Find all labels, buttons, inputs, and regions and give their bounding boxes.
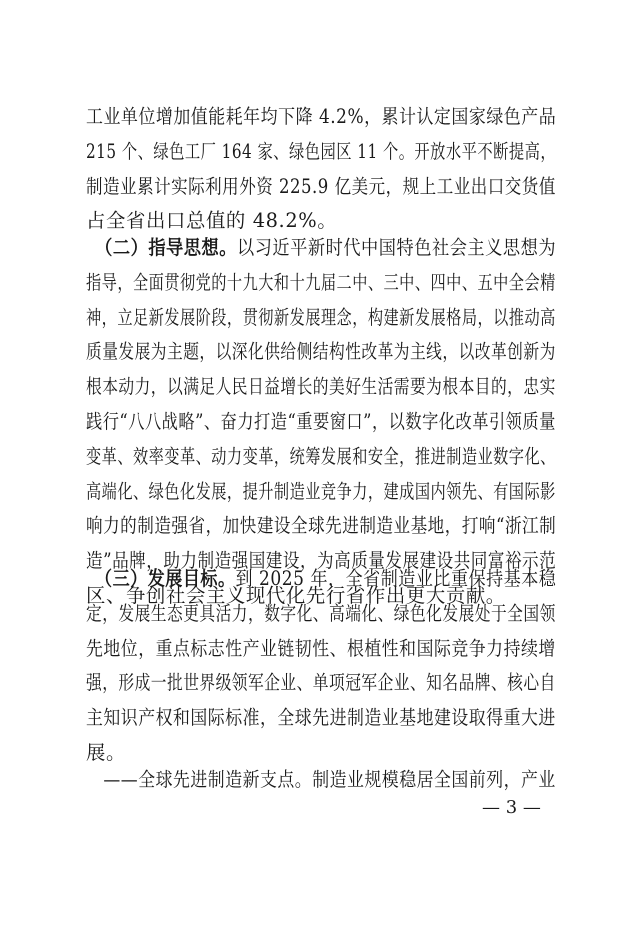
text-line: 先地位，重点标志性产业链韧性、根植性和国际竞争力持续增 [86,636,556,660]
text-line: 主知识产权和国际标准，全球先进制造业基地建设取得重大进 [86,706,556,730]
text-run: ——全球先进制造新支点。制造业规模稳居全国前列，产业 [103,768,556,791]
text-run: 到 2025 年，全省制造业比重保持基本稳 [235,567,557,590]
page-number: — 3 — [482,797,541,818]
text-line: 根本动力，以满足人民日益增长的美好生活需要为根本目的，忠实 [86,375,556,399]
text-line: 工业单位增加值能耗年均下降 4.2%，累计认定国家绿色产品 [86,105,557,128]
paragraph-development-goals [86,562,556,771]
text-line: 占全省出口总值的 48.2%。 [86,209,338,233]
text-line: 展。 [86,740,126,764]
text-line: 高端化、绿色化发展，提升制造业竞争力，建成国内领先、有国际影 [86,479,556,503]
text-line: 定，发展生态更具活力，数字化、高端化、绿色化发展处于全国领 [86,601,556,625]
text-run: 以习近平新时代中国特色社会主义思想为 [236,236,557,259]
text-line: 造”品牌，助力制造强国建设，为高质量发展建设共同富裕示范 [86,549,557,573]
text-line [86,562,557,597]
section-heading: （二）指导思想。 [103,236,237,259]
paragraph-1 [86,100,556,239]
text-line: 变革、效率变革、动力变革，统筹发展和安全，推进制造业数字化、 [86,444,556,468]
text-line: 响力的制造强省，加快建设全球先进制造业基地，打响“浙江制 [86,514,557,538]
section-heading: （三）发展目标。 [103,567,236,590]
text-line: 指导，全面贯彻党的十九大和十九届二中、三中、四中、五中全会精 [86,270,556,294]
text-line: 制造业累计实际利用外资 225.9 亿美元，规上工业出口交货值 [86,174,556,198]
text-line [86,763,556,798]
text-line: 践行“八八战略”、奋力打造“重要窗口”，以数字化改革引领质量 [86,409,556,433]
paragraph-guiding-ideology [86,231,556,614]
text-line: 强，形成一批世界级领军企业、单项冠军企业、知名品牌、核心自 [86,671,556,695]
text-line: 区、争创社会主义现代化先行省作出更大贡献。 [86,583,506,607]
text-line: 神，立足新发展阶段，贯彻新发展理念，构建新发展格局，以推动高 [86,305,556,329]
text-line [86,231,557,266]
text-line: 质量发展为主题，以深化供给侧结构性改革为主线，以改革创新为 [86,340,556,364]
text-line: 215 个、绿色工厂 164 家、绿色园区 11 个。开放水平不断提高， [86,139,557,163]
paragraph-global-manufacturing [86,763,556,798]
